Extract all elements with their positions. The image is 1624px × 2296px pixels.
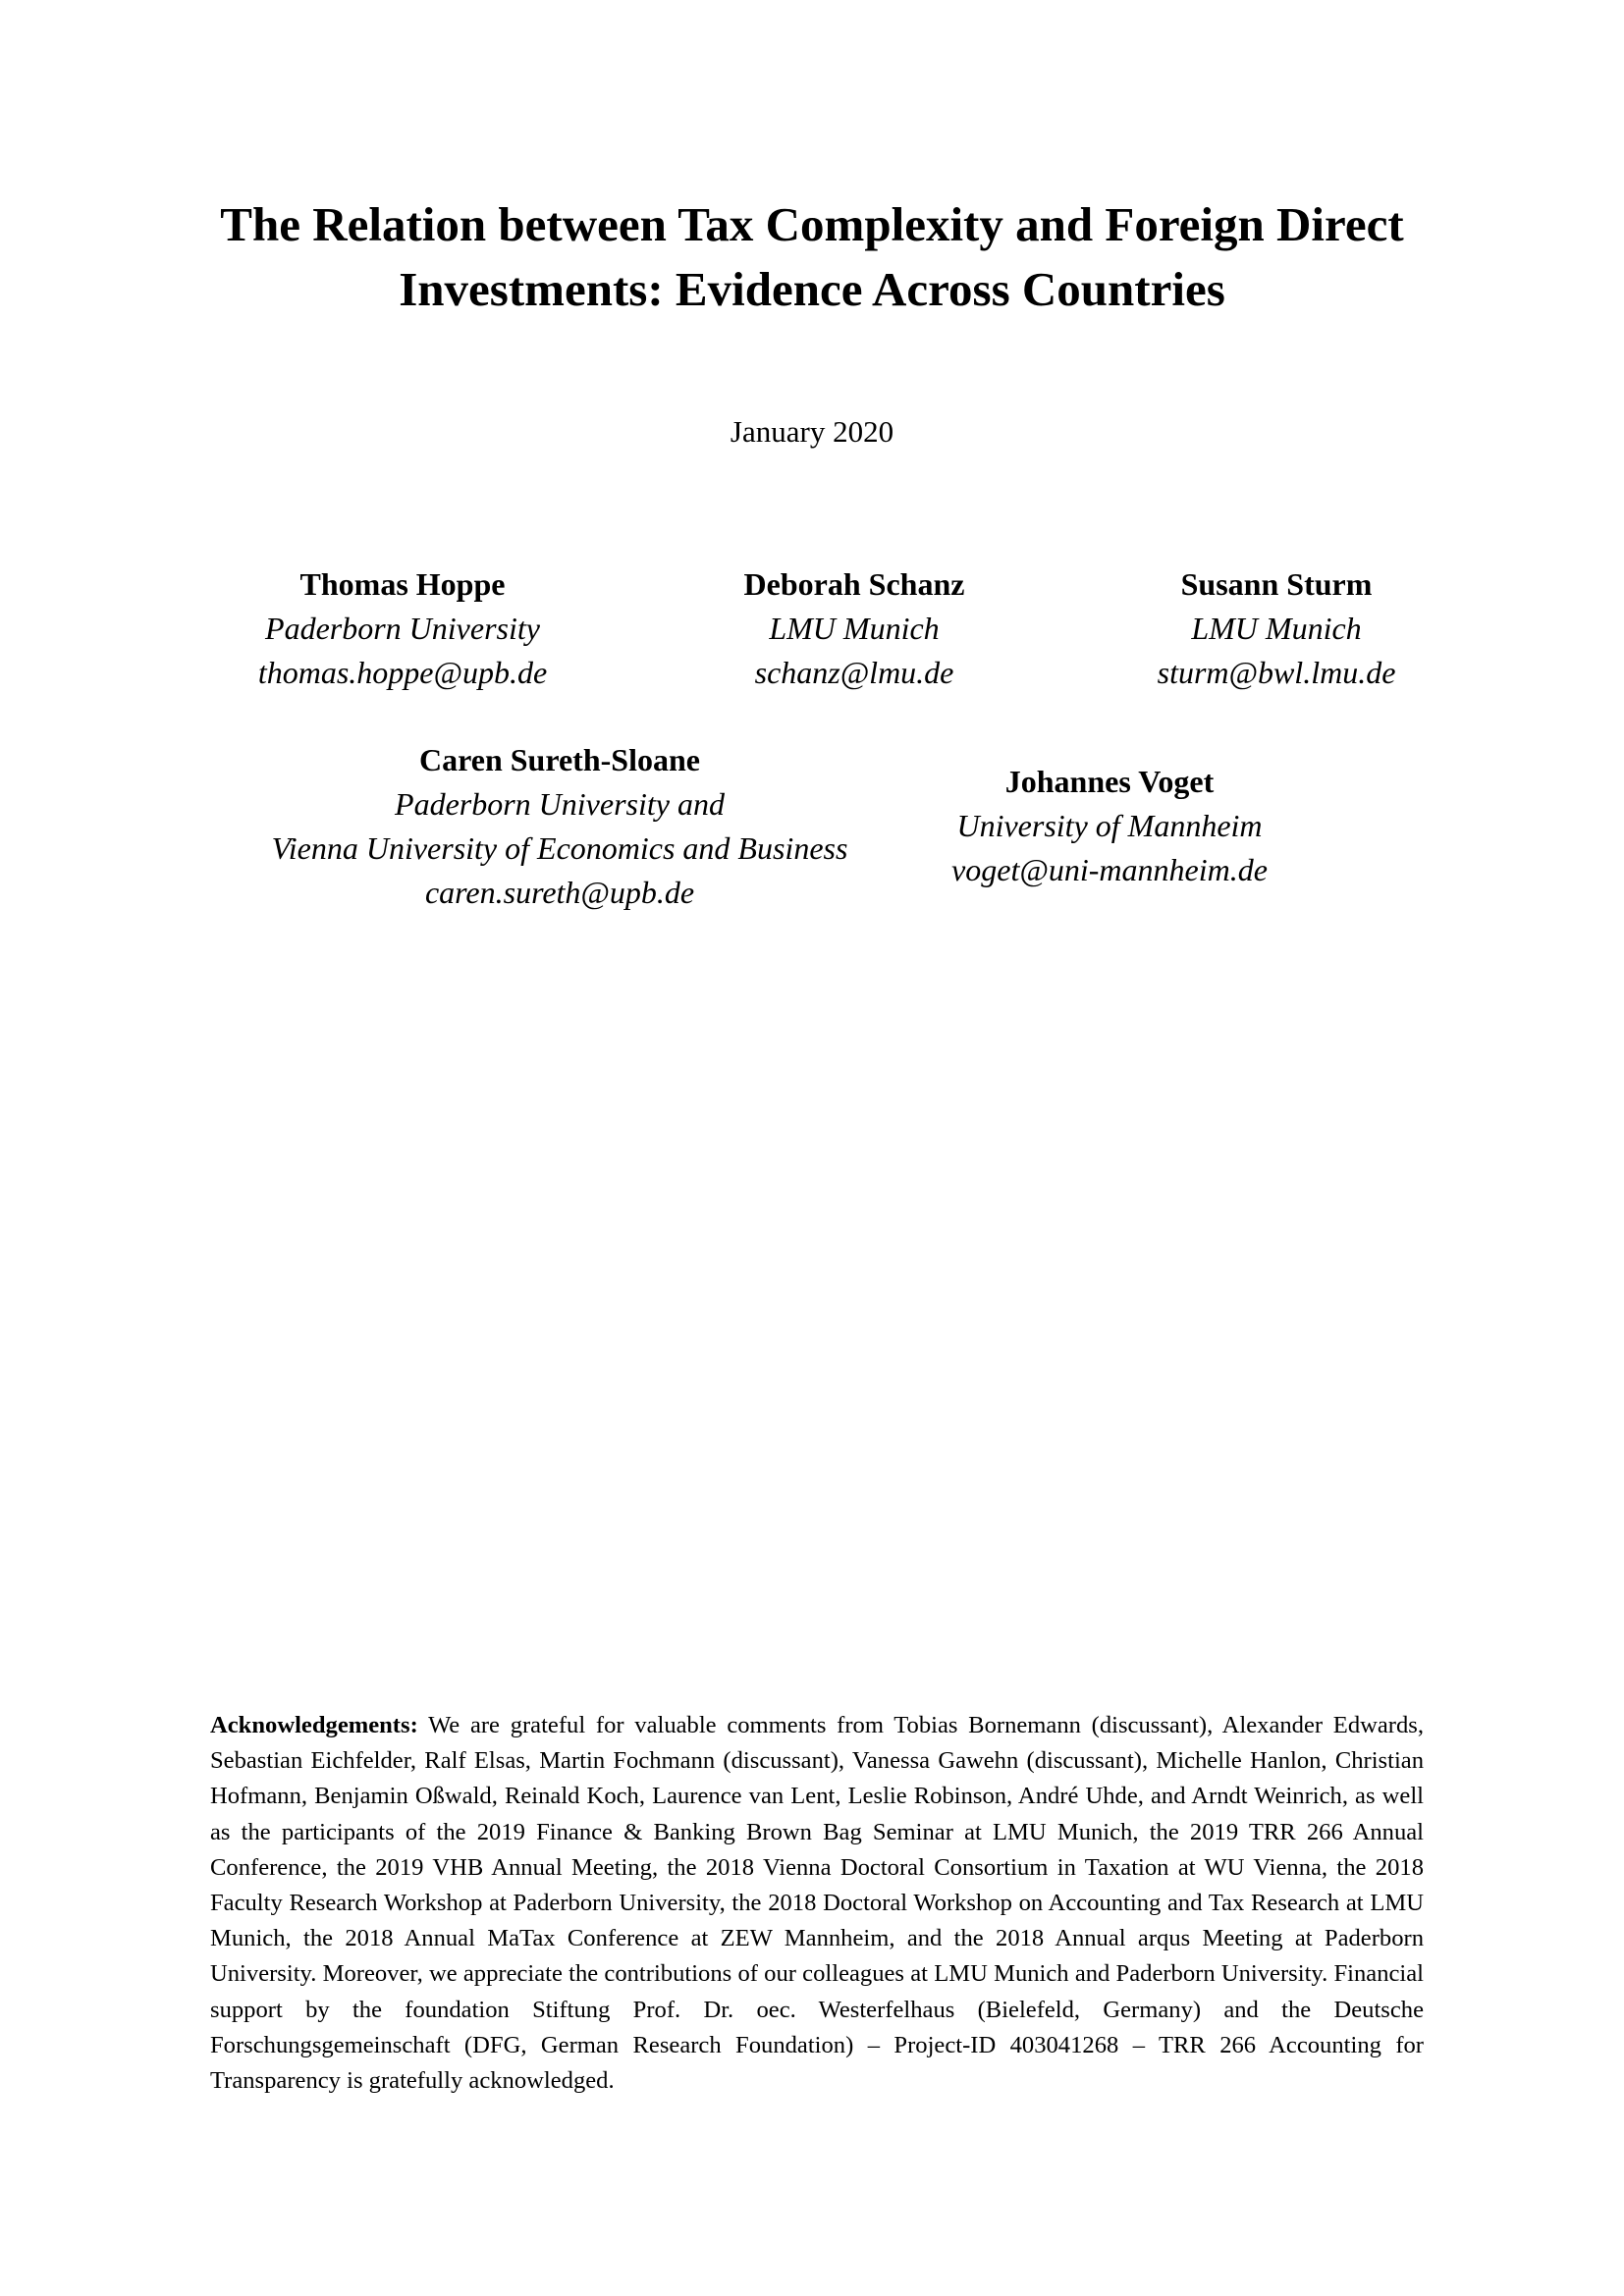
author-email: voget@uni-mannheim.de (951, 852, 1268, 887)
author-email: thomas.hoppe@upb.de (257, 655, 548, 690)
author-name: Deborah Schanz (743, 566, 965, 602)
acknowledgements-paragraph (210, 1708, 1424, 2099)
author-block-voget (903, 760, 1316, 892)
author-block-sureth-sloane (216, 738, 903, 915)
author-name: Susann Sturm (1180, 566, 1373, 602)
author-name: Thomas Hoppe (299, 566, 506, 602)
author-affiliation-line-1: Paderborn University and (395, 786, 725, 822)
paper-title-line-1: The Relation between Tax Complexity and Foreign Direct (220, 197, 1404, 251)
author-affiliation: Paderborn University (265, 611, 540, 646)
paper-title (147, 192, 1477, 322)
author-affiliation-line-2: Vienna University of Economics and Business (271, 830, 848, 866)
author-affiliation: LMU Munich (769, 611, 940, 646)
author-block-schanz (658, 562, 1051, 695)
author-email: schanz@lmu.de (754, 655, 954, 690)
acknowledgements-text: We are grateful for valuable comments from Tobias Bornemann (discussant), Alexander Edwards, Sebastian Eichfelder, Ralf Elsas, Martin Fochmann (discussant), Vanessa Gawehn (discussant), Michelle Hanlon, Christian Hofmann, Benjamin Oßwald, Reinald Koch, Laurence van Lent, Leslie Robinson, André Uhde, and Arndt Weinrich, as well as the participants of the 2019 Finance & Banking Brown Bag Seminar at LMU Munich, the 2019 TRR 266 Annual Conference, the 2019 VHB Annual Meeting, the 2018 Vienna Doctoral Consortium in Taxation at WU Vienna, the 2018 Faculty Research Workshop at Paderborn University, the 2018 Doctoral Workshop on Accounting and Tax Research at LMU Munich, the 2018 Annual MaTax Conference at ZEW Mannheim, and the 2018 Annual arqus Meeting at Paderborn University. Moreover, we appreciate the contributions of our colleagues at LMU Munich and Paderborn University. Financial support by the foundation Stiftung Prof. Dr. oec. Westerfelhaus (Bielefeld, Germany) and the Deutsche Forschungsgemeinschaft (DFG, German Research Foundation) – Project-ID 403041268 – TRR 266 Accounting for Transparency is gratefully acknowledged. (210, 1712, 1424, 2095)
author-block-sturm (1080, 562, 1473, 695)
author-email: caren.sureth@upb.de (424, 875, 695, 910)
acknowledgements-label: Acknowledgements: (210, 1712, 418, 1738)
author-name: Johannes Voget (1004, 764, 1215, 799)
author-affiliation: LMU Munich (1191, 611, 1362, 646)
author-name: Caren Sureth-Sloane (419, 742, 700, 777)
author-affiliation: University of Mannheim (956, 808, 1263, 843)
publication-date: January 2020 (730, 414, 894, 449)
author-email: sturm@bwl.lmu.de (1157, 655, 1396, 690)
paper-title-line-2: Investments: Evidence Across Countries (399, 262, 1225, 316)
author-block-hoppe (196, 562, 609, 695)
